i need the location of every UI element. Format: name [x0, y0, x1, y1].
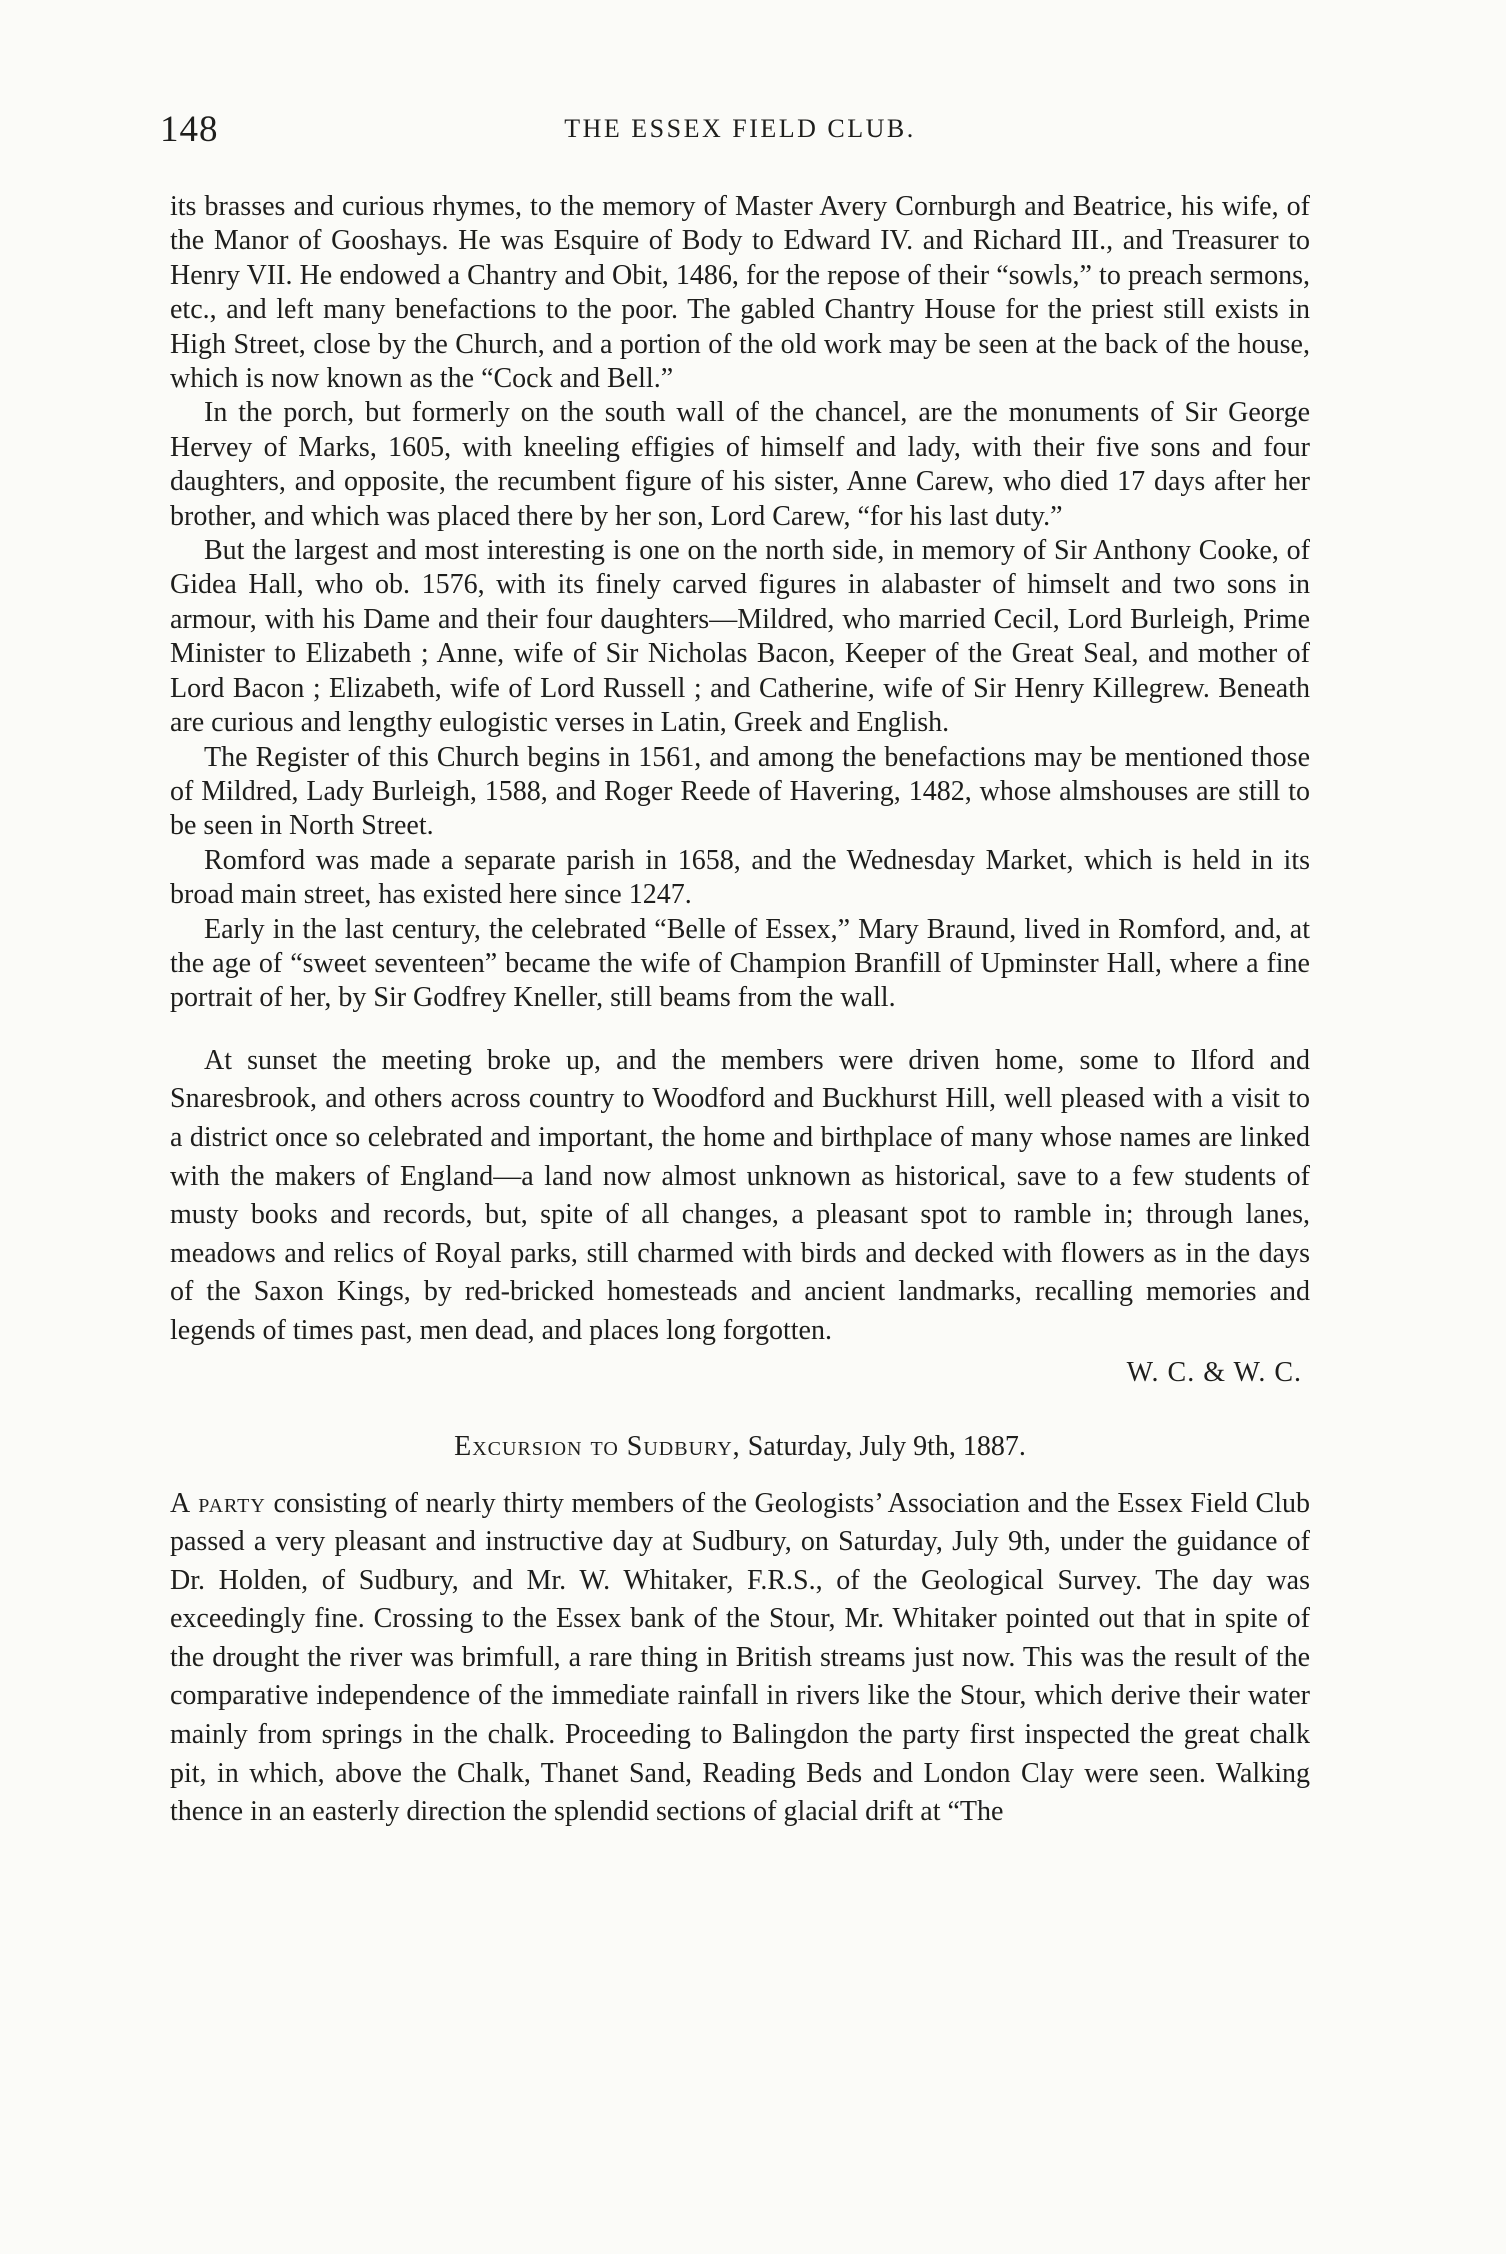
paragraph: Early in the last century, the celebrated “Belle of Essex,” Mary Braund, lived in Romford, and, at the age of “sweet seventeen” became the wife of Champion Branfill of Upminster Hall, where a fine portrait of her, by Sir Godfrey Kneller, still beams from the wall. — [170, 913, 1310, 1014]
page-number: 148 — [160, 109, 219, 150]
paragraph: Romford was made a separate parish in 1658, and the Wednesday Market, which is held in its broad main street, has existed here since 1247. — [170, 844, 1310, 911]
heading-title: Excursion to Sudbury, — [454, 1430, 741, 1462]
church-description-section — [170, 190, 1310, 1016]
paragraph: The Register of this Church begins in 1561, and among the benefactions may be mentioned those of Mildred, Lady Burleigh, 1588, and Roger Reede of Havering, 1482, whose almshouses are still to be seen in North Street. — [170, 741, 1310, 842]
paragraph: But the largest and most interesting is one on the north side, in memory of Sir Anthony Cooke, of Gidea Hall, who ob. 1576, with its finely carved figures in alabaster of himselt and two sons in armour, with his Dame and their four daughters—Mildred, who married Cecil, Lord Burleigh, Prime Minister to Elizabeth ; Anne, wife of Sir Nicholas Bacon, Keeper of the Great Seal, and mother of Lord Bacon ; Elizabeth, wife of Lord Russell ; and Catherine, wife of Sir Henry Killegrew. Beneath are curious and lengthy eulogistic verses in Latin, Greek and English. — [170, 535, 1310, 739]
page-header — [160, 108, 1320, 152]
running-head: THE ESSEX FIELD CLUB. — [564, 114, 916, 143]
paragraph: At sunset the meeting broke up, and the members were driven home, some to Ilford and Snaresbrook, and others across country to Woodford and Buckhurst Hill, well pleased with a visit to a district once so celebrated and important, the home and birthplace of many whose names are linked with the makers of England—a land now almost unknown as historical, save to a few students of musty books and records, but, spite of all changes, a pleasant spot to ramble in; through lanes, meadows and relics of Royal parks, still charmed with birds and decked with flowers as in the days of the Saxon Kings, by red-bricked homesteads and ancient landmarks, recalling memories and legends of times past, men dead, and places long forgotten. — [170, 1044, 1310, 1346]
signature: W. C. & W. C. — [1126, 1356, 1302, 1388]
heading-date: Saturday, July 9th, 1887. — [740, 1430, 1026, 1462]
body-text — [170, 190, 1310, 1832]
paragraph: In the porch, but formerly on the south wall of the chancel, are the monuments of Sir George Hervey of Marks, 1605, with kneeling effigies of himself and lady, with their five sons and four daughters, and opposite, the recumbent figure of his sister, Anne Carew, who died 17 days after her brother, and which was placed there by her son, Lord Carew, “for his last duty.” — [170, 397, 1310, 532]
opening-words: A party — [170, 1487, 266, 1519]
excursion-section — [170, 1485, 1310, 1832]
paragraph: its brasses and curious rhymes, to the memory of Master Avery Cornburgh and Beatrice, his wife, of the Manor of Gooshays. He was Esquire of Body to Edward IV. and Richard III., and Treasurer to Henry VII. He endowed a Chantry and Obit, 1486, for the repose of their “sowls,” to preach sermons, etc., and left many benefactions to the poor. The gabled Chantry House for the priest still exists in High Street, close by the Church, and a portion of the old work may be seen at the back of the house, which is now known as the “Cock and Bell.” — [170, 191, 1310, 395]
paragraph — [170, 1485, 1310, 1832]
section-heading — [170, 1431, 1310, 1463]
paragraph-text: consisting of nearly thirty members of the Geologists’ Association and the Essex Field Club passed a very pleasant and instructive day at Sudbury, on Saturday, July 9th, under the guidance of Dr. Holden, of Sudbury, and Mr. W. Whitaker, F.R.S., of the Geological Survey. The day was exceedingly fine. Crossing to the Essex bank of the Stour, Mr. Whitaker pointed out that in spite of the drought the river was brimfull, a rare thing in British streams just now. This was the result of the comparative independence of the immediate rainfall in rivers like the Stour, which derive their water mainly from springs in the chalk. Proceeding to Balingdon the party first inspected the great chalk pit, in which, above the Chalk, Thanet Sand, Reading Beds and London Clay were seen. Walking thence in an easterly direction the splendid sections of glacial drift at “The — [170, 1487, 1310, 1828]
meeting-close-section — [170, 1042, 1310, 1351]
